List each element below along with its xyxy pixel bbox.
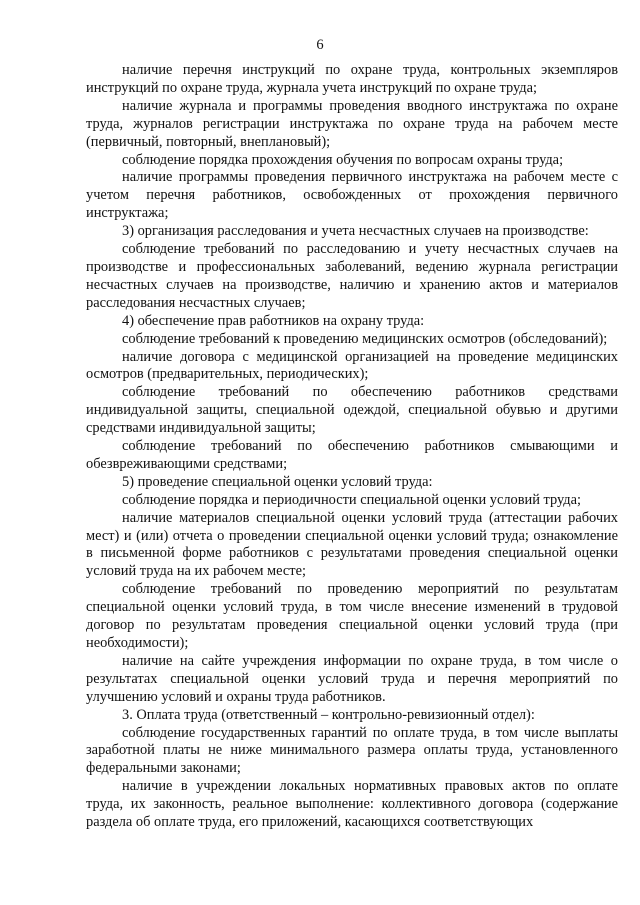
paragraph: соблюдение государственных гарантий по оплате труда, в том числе выплаты заработной платы не ниже минимального размера оплаты труда, установленного федеральными законами; xyxy=(86,724,618,777)
paragraph: соблюдение порядка прохождения обучения по вопросам охраны труда; xyxy=(122,151,564,168)
paragraph: соблюдение требований по проведению мероприятий по результатам специальной оценки условий труда, в том числе внесение изменений в трудовой договор по результатам проведения специальной оценки условий труда (при необходимости); xyxy=(86,581,618,651)
paragraph: соблюдение требований по расследованию и учету несчастных случаев на производстве и профессиональных заболеваний, ведению журнала регистрации несчастных случаев на производстве, наличию и хранению актов и материалов расследования несчастных случаев; xyxy=(86,241,618,311)
section-heading: 4) обеспечение прав работников на охрану труда: xyxy=(122,312,425,329)
document-body xyxy=(86,62,618,832)
section-heading: 5) проведение специальной оценки условий труда: xyxy=(122,473,433,490)
paragraph: соблюдение требований к проведению медицинских осмотров (обследований); xyxy=(122,330,608,347)
paragraph: наличие журнала и программы проведения вводного инструктажа по охране труда, журналов регистрации инструктажа по охране труда на рабочем месте (первичный, повторный, внеплановый); xyxy=(86,97,618,150)
paragraph: наличие перечня инструкций по охране труда, контрольных экземпляров инструкций по охране труда, журнала учета инструкций по охране труда; xyxy=(86,62,618,96)
page-number: 6 xyxy=(316,37,324,53)
paragraph: наличие программы проведения первичного инструктажа на рабочем месте с учетом перечня работников, освобожденных от прохождения первичного инструктажа; xyxy=(86,169,618,222)
paragraph: наличие договора с медицинской организацией на проведение медицинских осмотров (предварительных, периодических); xyxy=(86,348,618,383)
paragraph: наличие в учреждении локальных нормативных правовых актов по оплате труда, их законность, реальное выполнение: коллективного договора (содержание раздела об оплате труда, его приложений, касающихся соответствующих xyxy=(86,778,618,831)
section-heading: 3) организация расследования и учета несчастных случаев на производстве: xyxy=(122,223,589,240)
paragraph: соблюдение требований по обеспечению работников средствами индивидуальной защиты, специальной одеждой, специальной обувью и другими средствами индивидуальной защиты; xyxy=(86,384,618,437)
paragraph: наличие материалов специальной оценки условий труда (аттестации рабочих мест) и (или) отчета о проведении специальной оценки условий труда; ознакомление в письменной форме работников с результатами проведения специальной оценки условий труда на их рабочем месте; xyxy=(86,509,618,580)
paragraph: соблюдение требований по обеспечению работников смывающими и обезвреживающими средствами; xyxy=(86,438,618,472)
section-heading: 3. Оплата труда (ответственный – контрольно-ревизионный отдел): xyxy=(122,706,535,723)
paragraph: соблюдение порядка и периодичности специальной оценки условий труда; xyxy=(122,491,582,508)
paragraph: наличие на сайте учреждения информации по охране труда, в том числе о результатах специальной оценки условий труда и перечня мероприятий по улучшению условий и охраны труда работников. xyxy=(86,652,618,705)
